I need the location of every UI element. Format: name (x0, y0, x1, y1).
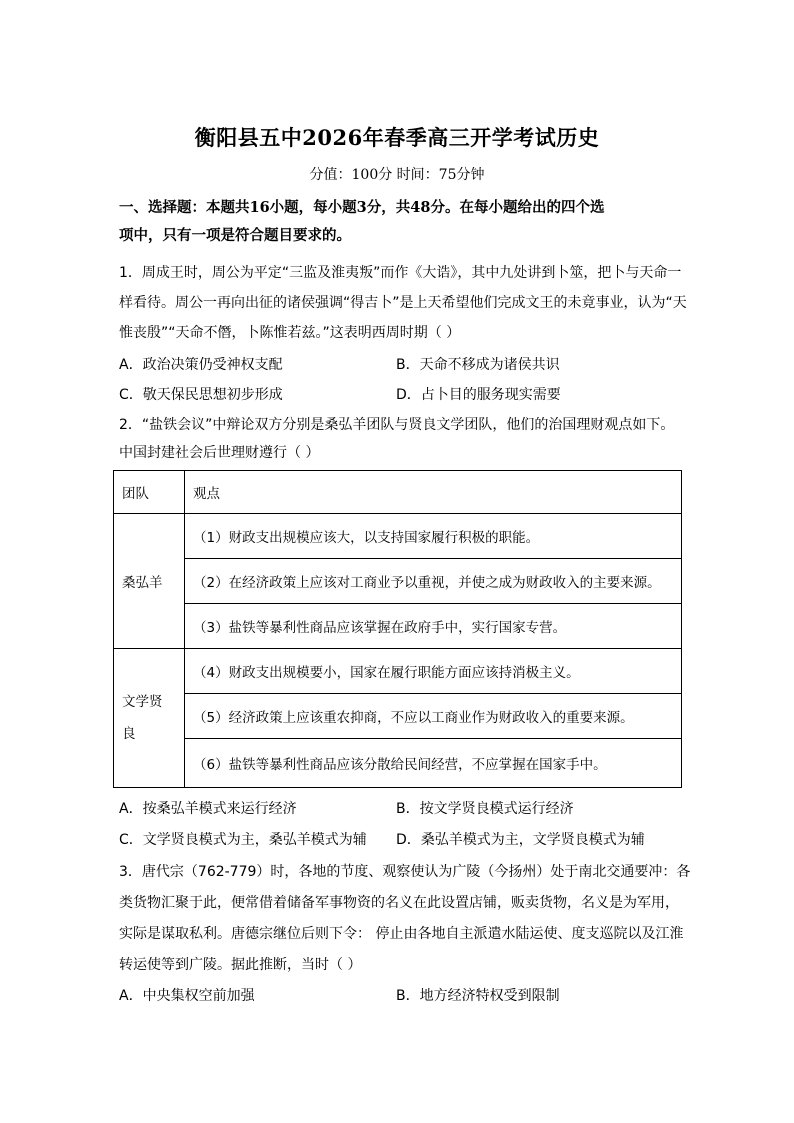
q3-option-b: B．地方经济特权受到限制 (396, 988, 560, 1004)
q1-option-c: C．敬天保民思想初步形成 (119, 387, 283, 403)
q1-line3: 惟丧殷”“天命不僭，卜陈惟若兹。”这表明西周时期（ ） (119, 325, 461, 341)
q3-line2: 类货物汇聚于此，便常借着储备军事物资的名义在此设置店铺，贩卖货物，名义是为军用， (119, 895, 679, 911)
q1-option-d: D．占卜目的服务现实需要 (396, 387, 561, 403)
q3-line1: 3．唐代宗（762-779）时，各地的节度、观察使认为广陵（今扬州）处于南北交通要冲：各 (119, 864, 691, 880)
table-row (114, 559, 682, 604)
q1-line2: 样看待。周公一再向出征的诸侯强调“得吉卜”是上天希望他们完成文王的未竟事业，认为“天 (119, 295, 687, 311)
table-row (114, 649, 682, 694)
section-heading-line2: 项中，只有一项是符合题目要求的。 (119, 227, 351, 244)
team-sang-hongyang: 桑弘羊 (114, 514, 185, 649)
q2-option-a: A．按桑弘羊模式来运行经济 (119, 801, 297, 817)
table-row (114, 604, 682, 649)
view-point-1: （1）财政支出规模应该大，以支持国家履行积极的职能。 (185, 514, 682, 559)
view-point-6: （6）盐铁等暴利性商品应该分散给民间经营，不应掌握在国家手中。 (185, 739, 682, 788)
q3-line4: 转运使等到广陵。据此推断，当时（ ） (119, 957, 362, 973)
views-table (113, 470, 682, 788)
header-view-cell: 观点 (185, 471, 682, 514)
q3-line3: 实际是谋取私利。唐德宗继位后则下令： 停止由各地自主派遣水陆运使、度支巡院以及江淮 (119, 926, 684, 942)
section-heading-line1: 一、选择题：本题共16小题，每小题3分，共48分。在每小题给出的四个选 (119, 199, 605, 216)
view-point-5: （5）经济政策上应该重农抑商，不应以工商业作为财政收入的重要来源。 (185, 694, 682, 739)
q2-option-d: D．桑弘羊模式为主，文学贤良模式为辅 (396, 832, 645, 848)
header-team-cell: 团队 (114, 471, 185, 514)
view-point-4: （4）财政支出规模要小，国家在履行职能方面应该持消极主义。 (185, 649, 682, 694)
view-point-2: （2）在经济政策上应该对工商业予以重视，并使之成为财政收入的主要来源。 (185, 559, 682, 604)
table-row (114, 514, 682, 559)
table-row (114, 694, 682, 739)
table-row (114, 739, 682, 788)
q1-option-b: B．天命不移成为诸侯共识 (396, 357, 560, 373)
exam-title: 衡阳县五中2026年春季高三开学考试历史 (194, 125, 600, 150)
q1-option-a: A．政治决策仍受神权支配 (119, 357, 283, 373)
q2-line2: 中国封建社会后世理财遵行（ ） (119, 445, 320, 461)
q3-option-a: A．中央集权空前加强 (119, 988, 255, 1004)
view-point-3: （3）盐铁等暴利性商品应该掌握在政府手中，实行国家专营。 (185, 604, 682, 649)
q2-option-b: B．按文学贤良模式运行经济 (396, 801, 574, 817)
team-wenxue-xianliang (114, 649, 185, 788)
team2-label-line2: 良 (122, 726, 136, 742)
exam-subtitle: 分值：100分 时间：75分钟 (309, 167, 485, 183)
table-header-row (114, 471, 682, 514)
q2-option-c: C．文学贤良模式为主，桑弘羊模式为辅 (119, 832, 367, 848)
q2-line1: 2．“盐铁会议”中辩论双方分别是桑弘羊团队与贤良文学团队，他们的治国理财观点如下。 (119, 417, 675, 433)
team2-label-line1: 文学贤 (122, 694, 163, 710)
q1-line1: 1．周成王时，周公为平定“三监及淮夷叛”而作《大诰》，其中九处讲到卜筮，把卜与天命一 (119, 265, 682, 281)
